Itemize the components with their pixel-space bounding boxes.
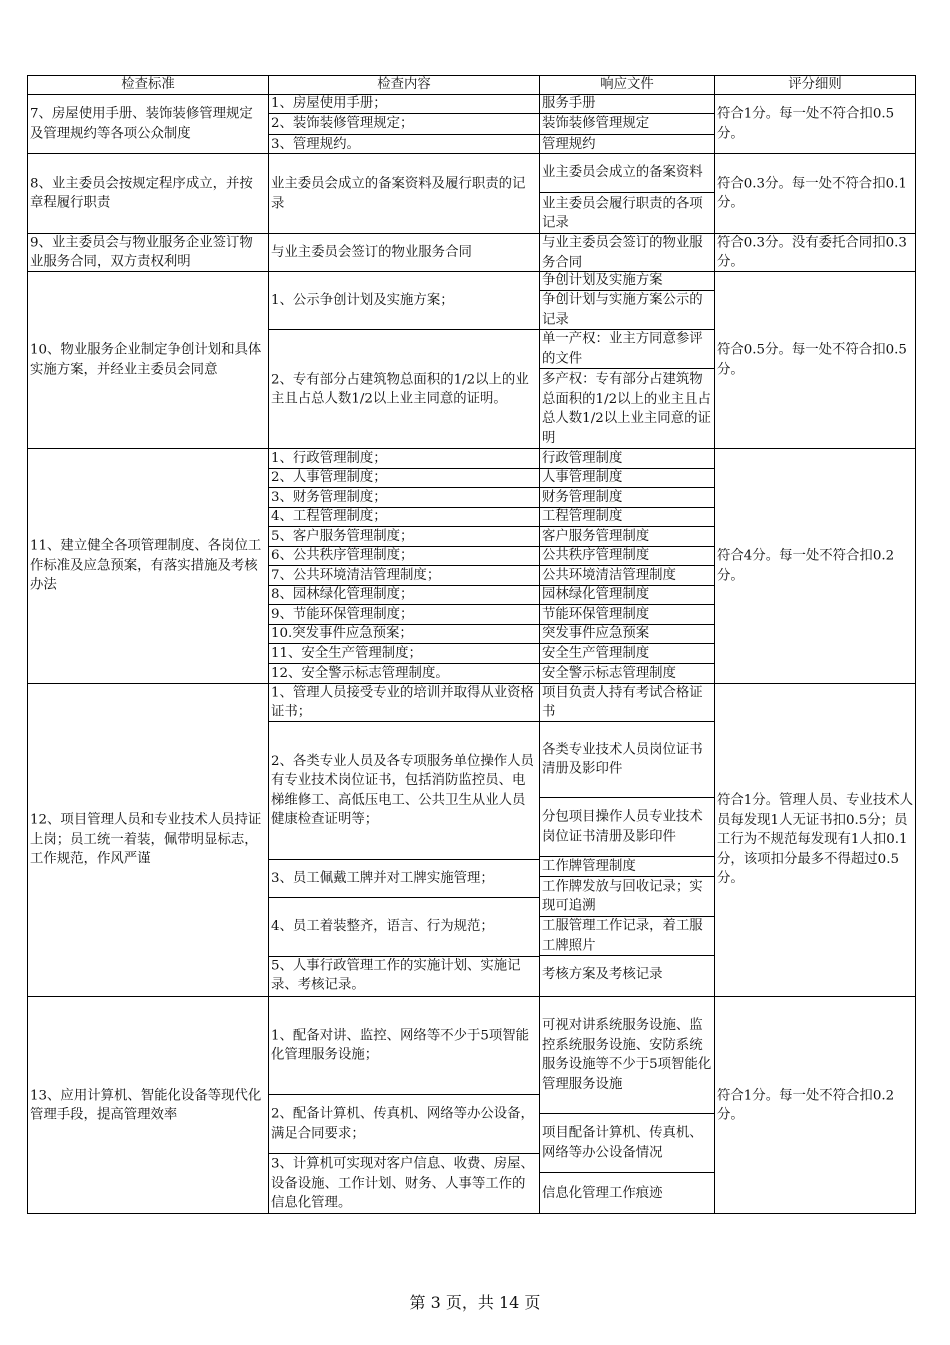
file-text: 单一产权：业主方同意参评的文件 <box>542 331 703 366</box>
file-text: 工作牌管理制度 <box>542 858 636 874</box>
content-item <box>269 488 539 508</box>
content-item <box>269 957 539 994</box>
content-item <box>269 566 539 586</box>
content-text: 12、安全警示标志管理制度。 <box>271 665 449 681</box>
file-text: 信息化管理工作痕迹 <box>542 1185 663 1201</box>
content-text: 5、人事行政管理工作的实施计划、实施记录、考核记录。 <box>271 957 521 993</box>
file-text: 项目负责人持有考试合格证书 <box>542 684 703 720</box>
content-item <box>269 449 539 469</box>
content-item <box>269 586 539 605</box>
file-text: 争创计划及实施方案 <box>542 273 663 289</box>
content-text: 2、配备计算机、传真机、网络等办公设备，满足合同要求； <box>271 1106 534 1141</box>
file-text: 安全警示标志管理制度 <box>542 665 676 681</box>
file-item <box>540 1173 714 1214</box>
content-cell <box>269 154 540 233</box>
standard-cell <box>28 997 269 1214</box>
content-text: 2、人事管理制度； <box>271 470 387 486</box>
content-item <box>269 644 539 664</box>
file-item <box>540 547 714 566</box>
standard-cell <box>28 272 269 448</box>
file-item <box>540 449 714 469</box>
content-item <box>269 722 539 860</box>
content-cell <box>269 997 540 1214</box>
file-item <box>540 625 714 644</box>
table-row <box>28 234 915 272</box>
content-cell <box>269 684 540 996</box>
file-text: 与业主委员会签订的物业服务合同 <box>542 235 703 270</box>
content-item <box>269 684 539 722</box>
file-text: 工程管理制度 <box>542 509 623 525</box>
content-item <box>269 997 539 1095</box>
standard-cell <box>28 154 269 233</box>
content-item <box>269 527 539 547</box>
standard-text: 13、应用计算机、智能化设备等现代化管理手段，提高管理效率 <box>30 1087 262 1123</box>
file-text: 安全生产管理制度 <box>542 645 650 661</box>
file-text: 业主委员会履行职责的各项记录 <box>542 195 703 231</box>
content-text: 1、房屋使用手册； <box>271 96 387 112</box>
file-item <box>540 154 714 193</box>
file-item <box>540 272 714 291</box>
file-text: 业主委员会成立的备案资料 <box>542 165 703 181</box>
score-text: 符合1分。管理人员、专业技术人员每发现1人无证书扣0.5分；员工行为不规范每发现有1人扣0.1分，该项扣分最多不得超过0.5分。 <box>717 793 913 887</box>
header-cell <box>715 76 915 94</box>
content-text: 1、行政管理制度； <box>271 450 387 466</box>
content-item <box>269 1095 539 1154</box>
score-text: 符合1分。每一处不符合扣0.5分。 <box>717 106 895 141</box>
file-item <box>540 798 714 857</box>
file-text: 节能环保管理制度 <box>542 606 650 622</box>
content-text: 6、公共秩序管理制度； <box>271 548 414 564</box>
content-text: 2、专有部分占建筑物总面积的1/2以上的业主且占总人数1/2以上业主同意的证明。 <box>271 371 529 407</box>
content-text: 业主委员会成立的备案资料及履行职责的记录 <box>271 176 526 211</box>
file-item <box>540 997 714 1114</box>
content-cell <box>269 95 540 153</box>
file-item <box>540 586 714 605</box>
table-row <box>28 154 915 234</box>
score-text: 符合0.3分。每一处不符合扣0.1分。 <box>717 175 907 211</box>
file-item <box>540 234 714 272</box>
file-item <box>540 1114 714 1173</box>
file-text: 财务管理制度 <box>542 489 623 505</box>
file-text: 工服管理工作记录，着工服工牌照片 <box>542 918 703 953</box>
header-label: 响应文件 <box>600 77 654 92</box>
file-text: 多产权：专有部分占建筑物总面积的1/2以上的业主且占总人数1/2以上业主同意的证明 <box>542 371 711 446</box>
standard-text: 10、物业服务企业制定争创计划和具体实施方案，并经业主委员会同意 <box>30 342 262 377</box>
file-text: 考核方案及考核记录 <box>542 967 663 983</box>
score-cell <box>715 997 915 1214</box>
file-item <box>540 527 714 547</box>
table-row <box>28 449 915 684</box>
standard-text: 7、房屋使用手册、装饰装修管理规定及管理规约等各项公众制度 <box>30 106 253 141</box>
table-header-row <box>28 76 915 95</box>
score-cell <box>715 449 915 683</box>
file-text: 人事管理制度 <box>542 470 623 486</box>
content-item <box>269 1154 539 1214</box>
file-item <box>540 291 714 330</box>
content-item <box>269 330 539 449</box>
score-text: 符合4分。每一处不符合扣0.2分。 <box>717 548 895 583</box>
files-cell <box>540 449 715 683</box>
inspection-table <box>27 75 916 1214</box>
file-item <box>540 722 714 798</box>
file-text: 项目配备计算机、传真机、网络等办公设备情况 <box>542 1125 703 1160</box>
file-item <box>540 508 714 527</box>
content-item <box>269 625 539 644</box>
content-cell <box>269 272 540 448</box>
files-cell <box>540 234 715 271</box>
content-text: 1、管理人员接受专业的培训并取得从业资格证书； <box>271 684 534 720</box>
content-item <box>269 508 539 527</box>
content-text: 4、工程管理制度； <box>271 509 387 525</box>
content-item <box>269 898 539 957</box>
files-cell <box>540 95 715 153</box>
file-text: 可视对讲系统服务设施、监控系统服务设施、安防系统服务设施等不少于5项智能化管理服务设施 <box>542 1017 712 1092</box>
standard-text: 11、建立健全各项管理制度、各岗位工作标准及应急预案，有落实措施及考核办法 <box>30 538 262 593</box>
file-text: 突发事件应急预案 <box>542 626 650 642</box>
file-item <box>540 857 714 877</box>
file-text: 园林绿化管理制度 <box>542 587 650 603</box>
file-item <box>540 917 714 956</box>
file-text: 公共环境清洁管理制度 <box>542 567 676 583</box>
content-item <box>269 469 539 488</box>
file-text: 管理规约 <box>542 137 596 153</box>
file-item <box>540 330 714 369</box>
files-cell <box>540 154 715 233</box>
content-text: 5、客户服务管理制度； <box>271 528 414 544</box>
header-label: 检查内容 <box>377 77 431 92</box>
content-item <box>269 154 539 234</box>
content-item <box>269 234 539 272</box>
content-item <box>269 547 539 566</box>
file-text: 客户服务管理制度 <box>542 528 650 544</box>
standard-cell <box>28 449 269 683</box>
file-item <box>540 877 714 917</box>
file-text: 各类专业技术人员岗位证书清册及影印件 <box>542 741 703 777</box>
standard-cell <box>28 684 269 996</box>
score-text: 符合0.3分。没有委托合同扣0.3分。 <box>717 234 907 270</box>
header-cell <box>28 76 269 94</box>
file-item <box>540 95 714 114</box>
content-cell <box>269 234 540 271</box>
content-item <box>269 95 539 114</box>
table-row <box>28 684 915 997</box>
content-item <box>269 664 539 683</box>
score-text: 符合0.5分。每一处不符合扣0.5分。 <box>717 342 907 377</box>
content-item <box>269 272 539 330</box>
content-text: 3、员工佩戴工牌并对工牌实施管理； <box>271 870 494 886</box>
score-cell <box>715 684 915 996</box>
content-item <box>269 860 539 898</box>
content-text: 4、员工着装整齐，语言、行为规范； <box>271 919 494 935</box>
header-label: 检查标准 <box>121 77 175 92</box>
score-text: 符合1分。每一处不符合扣0.2分。 <box>717 1087 895 1123</box>
content-text: 11、安全生产管理制度； <box>271 645 422 661</box>
file-item <box>540 369 714 449</box>
content-text: 7、公共环境清洁管理制度； <box>271 567 441 583</box>
file-item <box>540 469 714 488</box>
content-text: 1、公示争创计划及实施方案； <box>271 292 454 308</box>
content-text: 8、园林绿化管理制度； <box>271 587 414 603</box>
content-item <box>269 605 539 625</box>
content-text: 3、计算机可实现对客户信息、收费、房屋、设备设施、工作计划、财务、人事等工作的信息化管理。 <box>271 1156 534 1211</box>
standard-text: 12、项目管理人员和专业技术人员持证上岗；员工统一着装，佩带明显标志，工作规范，作风严谨 <box>30 812 262 867</box>
content-cell <box>269 449 540 683</box>
file-text: 公共秩序管理制度 <box>542 548 650 564</box>
header-cell <box>540 76 715 94</box>
header-cell <box>269 76 540 94</box>
table-row <box>28 95 915 154</box>
score-cell <box>715 154 915 233</box>
file-item <box>540 135 714 155</box>
score-cell <box>715 272 915 448</box>
content-text: 3、管理规约。 <box>271 137 360 153</box>
content-text: 9、节能环保管理制度； <box>271 606 414 622</box>
content-text: 与业主委员会签订的物业服务合同 <box>271 245 472 261</box>
file-item <box>540 566 714 586</box>
file-text: 工作牌发放与回收记录；实现可追溯 <box>542 878 703 914</box>
file-item <box>540 664 714 683</box>
file-text: 装饰装修管理规定 <box>542 116 650 132</box>
file-text: 争创计划与实施方案公示的记录 <box>542 292 703 327</box>
standard-text: 9、业主委员会与物业服务企业签订物业服务合同，双方责权利明 <box>30 234 253 270</box>
page-footer: 第 3 页，共 14 页 <box>409 1293 541 1312</box>
files-cell <box>540 997 715 1214</box>
file-item <box>540 684 714 722</box>
header-label: 评分细则 <box>788 77 842 92</box>
content-item <box>269 135 539 155</box>
file-text: 服务手册 <box>542 96 596 112</box>
content-text: 1、配备对讲、监控、网络等不少于5项智能化管理服务设施； <box>271 1027 530 1063</box>
file-item <box>540 488 714 508</box>
standard-cell <box>28 234 269 271</box>
content-item <box>269 114 539 135</box>
content-text: 10.突发事件应急预案； <box>271 626 413 642</box>
files-cell <box>540 684 715 996</box>
table-row <box>28 272 915 449</box>
file-text: 分包项目操作人员专业技术岗位证书清册及影印件 <box>542 809 703 844</box>
file-item <box>540 644 714 664</box>
file-text: 行政管理制度 <box>542 450 623 466</box>
content-text: 2、各类专业人员及各专项服务单位操作人员有专业技术岗位证书，包括消防监控员、电梯维修工、高低压电工、公共卫生从业人员健康检查证明等； <box>271 753 534 828</box>
file-item <box>540 956 714 994</box>
file-item <box>540 605 714 625</box>
table-row <box>28 997 915 1214</box>
standard-text: 8、业主委员会按规定程序成立，并按章程履行职责 <box>30 175 253 211</box>
standard-cell <box>28 95 269 153</box>
file-item <box>540 114 714 135</box>
content-text: 3、财务管理制度； <box>271 489 387 505</box>
content-text: 2、装饰装修管理规定； <box>271 116 414 132</box>
score-cell <box>715 95 915 153</box>
score-cell <box>715 234 915 271</box>
files-cell <box>540 272 715 448</box>
file-item <box>540 193 714 234</box>
